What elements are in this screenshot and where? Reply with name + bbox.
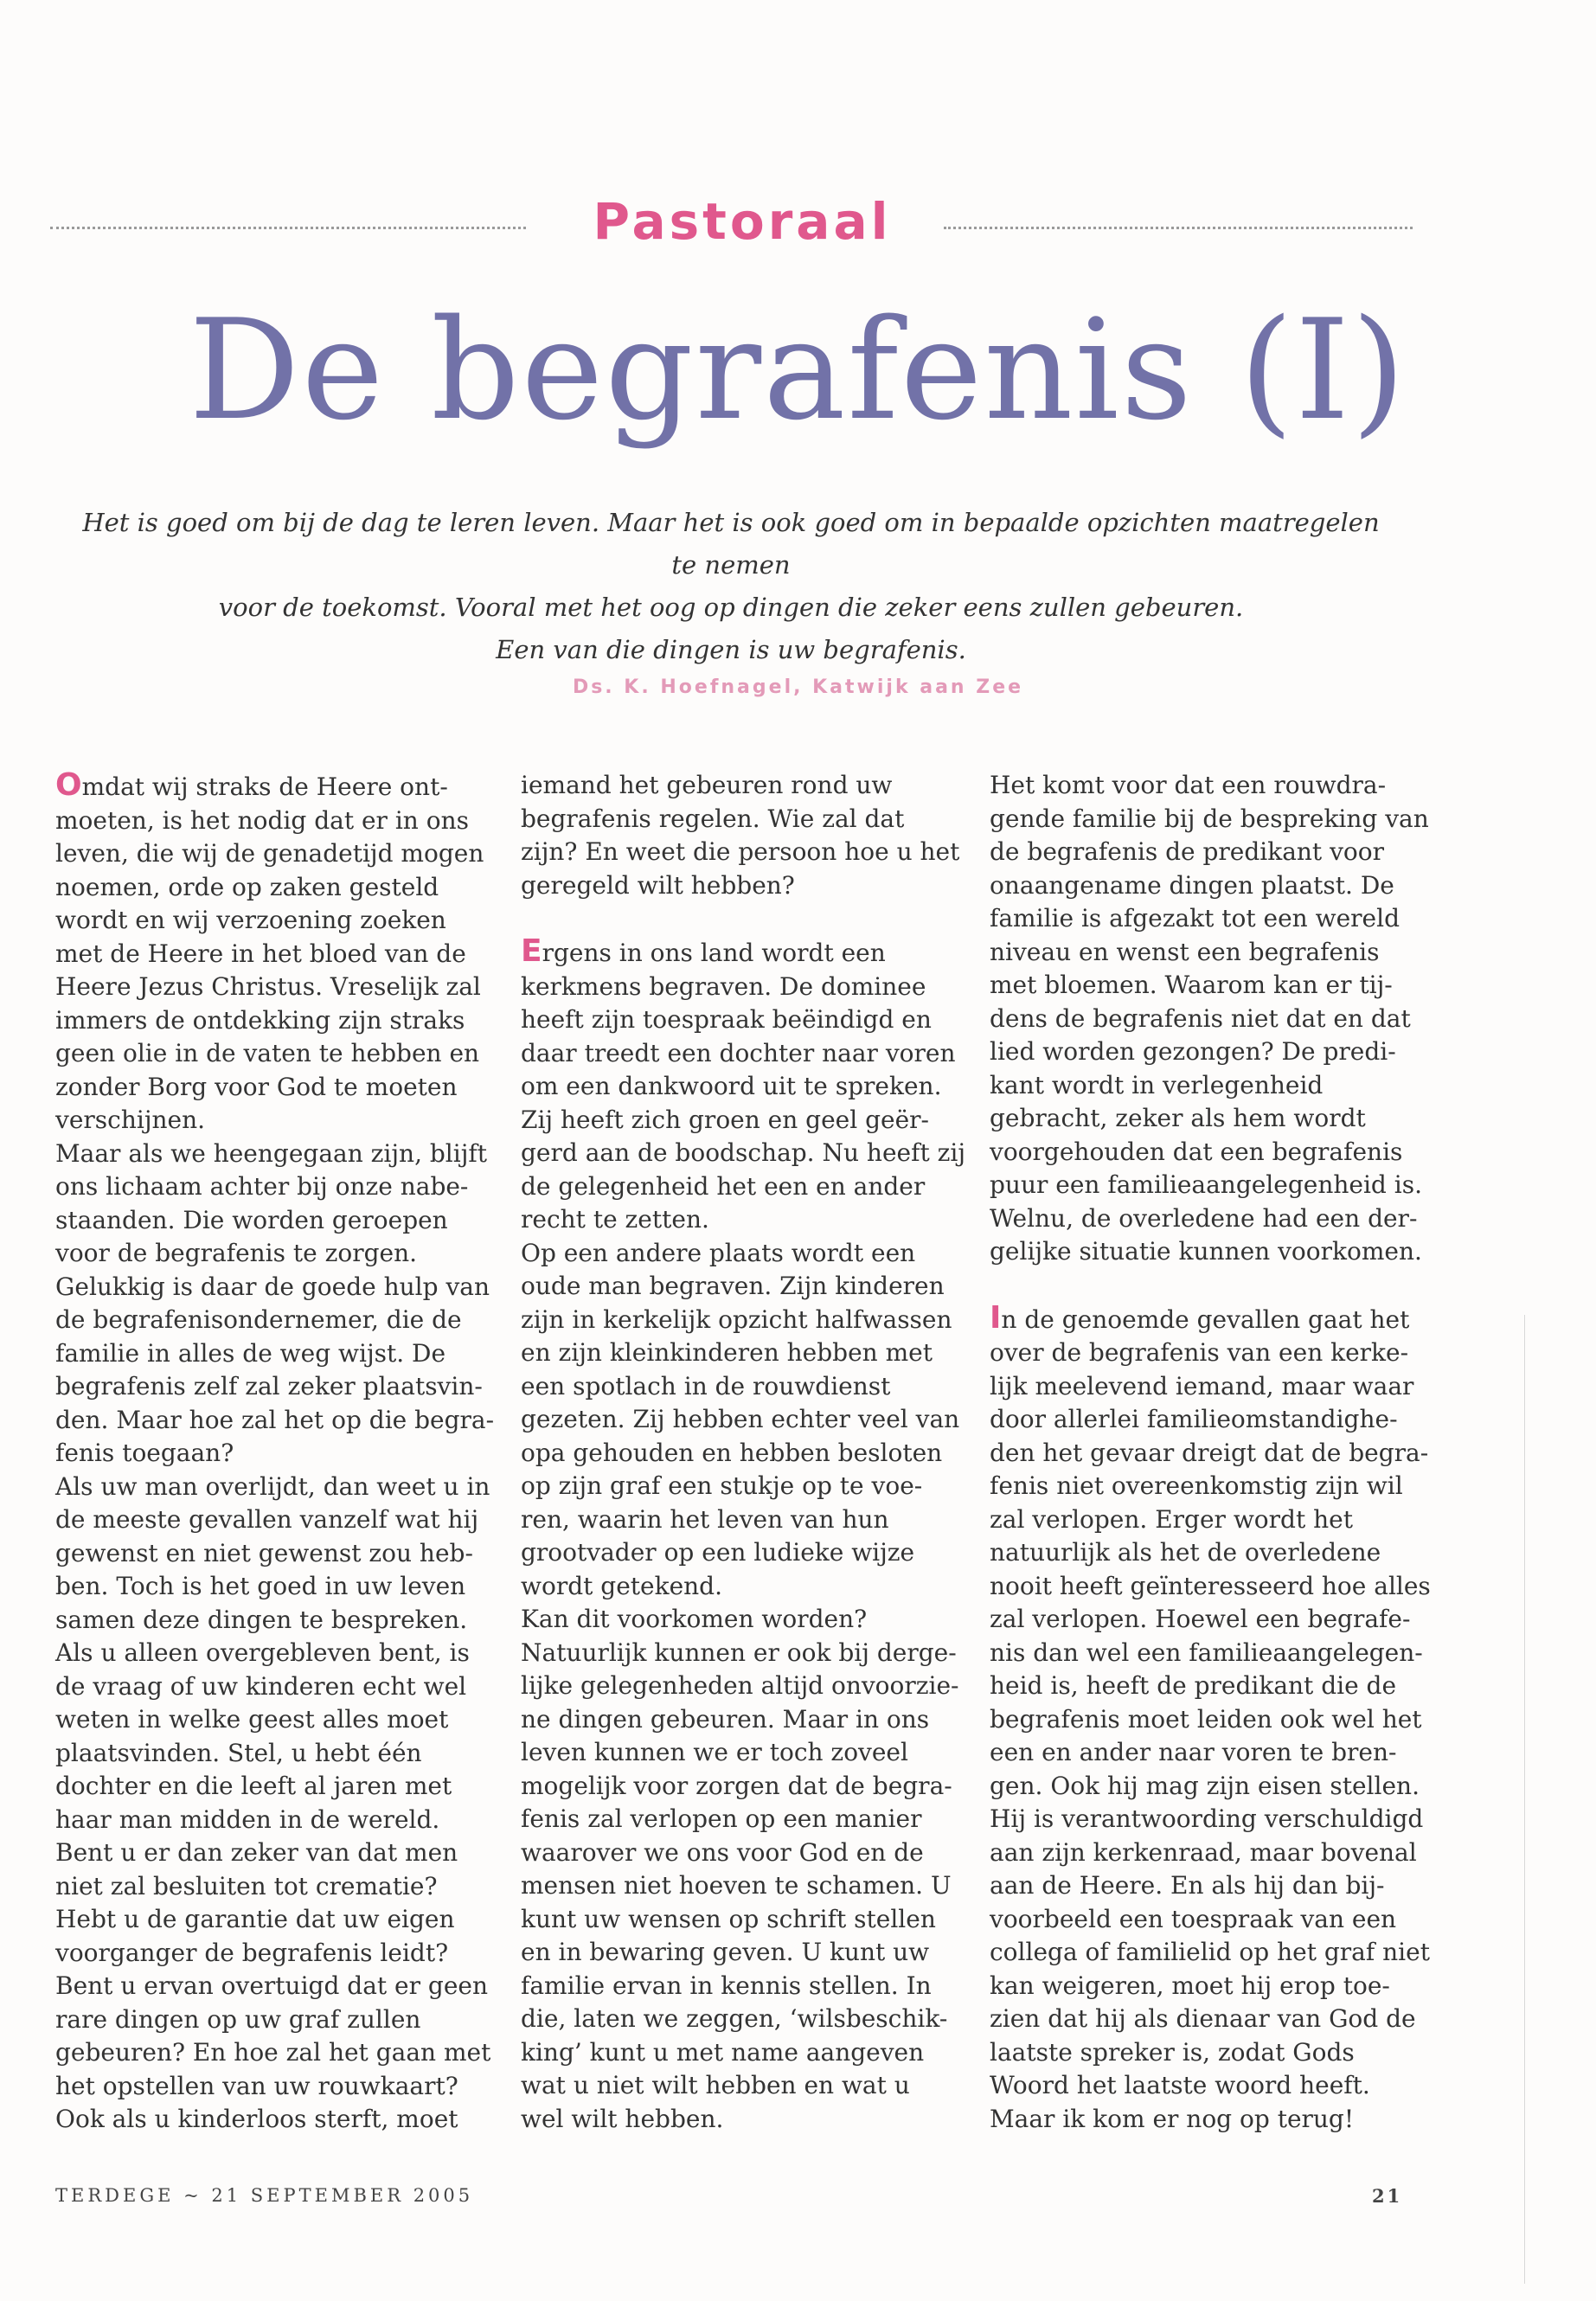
text-line: plaatsvinden. Stel, u hebt één xyxy=(55,1738,422,1767)
text-line: ne dingen gebeuren. Maar in ons xyxy=(521,1704,930,1734)
paragraph xyxy=(55,769,505,2137)
text-line: Hij is verantwoording verschuldigd xyxy=(990,1804,1424,1833)
text-line: gende familie bij de bespreking van xyxy=(990,804,1429,833)
text-line: geen olie in de vaten te hebben en xyxy=(55,1039,480,1067)
text-line: rgens in ons land wordt een xyxy=(542,939,886,967)
text-line: de begrafenisondernemer, die de xyxy=(55,1305,462,1334)
text-line: gerd aan de boodschap. Nu heeft zij xyxy=(521,1138,965,1167)
body-column-2 xyxy=(521,769,971,2136)
text-line: zijn in kerkelijk opzicht halfwassen xyxy=(521,1304,952,1334)
text-line: die, laten we zeggen, ‘wilsbeschik- xyxy=(521,2004,948,2033)
text-line: een spotlach in de rouwdienst xyxy=(521,1371,891,1400)
text-line: Bent u ervan overtuigd dat er geen xyxy=(55,1971,489,2000)
text-line: geregeld wilt hebben? xyxy=(521,870,795,900)
text-line: dochter en die leeft al jaren met xyxy=(55,1772,452,1800)
paragraph xyxy=(990,1299,1439,2137)
text-line: gebracht, zeker als hem wordt xyxy=(990,1104,1366,1132)
text-line: niet zal besluiten tot crematie? xyxy=(55,1871,438,1900)
text-line: Op een andere plaats wordt een xyxy=(521,1238,916,1267)
text-line: nooit heeft geïnteresseerd hoe alles xyxy=(990,1571,1431,1600)
text-line: Natuurlijk kunnen er ook bij derge- xyxy=(521,1638,957,1667)
text-line: en zijn kleinkinderen hebben met xyxy=(521,1338,933,1367)
text-line: Hebt u de garantie dat uw eigen xyxy=(55,1905,455,1933)
text-line: opa gehouden en hebben besloten xyxy=(521,1438,943,1467)
text-line: heeft zijn toespraak beëindigd en xyxy=(521,1005,932,1034)
paragraph xyxy=(521,935,971,2136)
text-line: kan weigeren, moet hij erop toe- xyxy=(990,1971,1390,2000)
text-line: n de genoemde gevallen gaat het xyxy=(1001,1304,1410,1334)
page-number: 21 xyxy=(1372,2185,1403,2207)
text-line: king’ kunt u met name aangeven xyxy=(521,2037,925,2067)
text-line: kerkmens begraven. De dominee xyxy=(521,971,926,1001)
text-line: ben. Toch is het goed in uw leven xyxy=(55,1572,466,1600)
intro-line: Het is goed om bij de dag te leren leven. Maar het is ook goed om in bepaalde opzichten maatregelen te nemen xyxy=(82,508,1380,580)
text-line: weten in welke geest alles moet xyxy=(55,1705,449,1734)
text-line: haar man midden in de wereld. xyxy=(55,1804,440,1834)
text-line: collega of familielid op het graf niet xyxy=(990,1938,1430,1966)
text-line: immers de ontdekking zijn straks xyxy=(55,1005,465,1035)
text-line: Maar ik kom er nog op terug! xyxy=(990,2104,1355,2133)
text-line: zijn? En weet die persoon hoe u het xyxy=(521,837,960,866)
text-line: waarover we ons voor God en de xyxy=(521,1837,924,1867)
text-line: Heere Jezus Christus. Vreselijk zal xyxy=(55,972,481,1001)
text-line: wordt en wij verzoening zoeken xyxy=(55,906,446,934)
text-line: gebeuren? En hoe zal het gaan met xyxy=(55,2038,491,2067)
text-line: recht te zetten. xyxy=(521,1205,709,1234)
article-title: De begrafenis (I) xyxy=(189,289,1407,451)
text-line: de gelegenheid het een en ander xyxy=(521,1171,926,1201)
text-line: fenis toegaan? xyxy=(55,1439,234,1467)
text-line: zien dat hij als dienaar van God de xyxy=(990,2004,1416,2033)
text-line: mensen niet hoeven te schamen. U xyxy=(521,1871,952,1900)
text-line: moeten, is het nodig dat er in ons xyxy=(55,805,469,835)
text-line: fenis niet overeenkomstig zijn wil xyxy=(990,1471,1403,1500)
text-line: puur een familieaangelegenheid is. xyxy=(990,1170,1422,1199)
text-line: begrafenis moet leiden ook wel het xyxy=(990,1704,1422,1734)
text-line: leven, die wij de genadetijd mogen xyxy=(55,839,484,868)
text-line: gen. Ook hij mag zijn eisen stellen. xyxy=(990,1771,1420,1800)
text-line: zal verlopen. Hoewel een begrafe- xyxy=(990,1605,1411,1633)
text-line: Het komt voor dat een rouwdra- xyxy=(990,771,1387,799)
text-line: Maar als we heengegaan zijn, blijft xyxy=(55,1138,487,1168)
text-line: aan de Heere. En als hij dan bij- xyxy=(990,1871,1385,1900)
text-line: de vraag of uw kinderen echt wel xyxy=(55,1671,467,1701)
text-line: het opstellen van uw rouwkaart? xyxy=(55,2071,458,2100)
text-line: de meeste gevallen vanzelf wat hij xyxy=(55,1505,479,1534)
dotted-rule-right xyxy=(944,227,1413,229)
text-line: ren, waarin het leven van hun xyxy=(521,1504,889,1534)
text-line: wordt getekend. xyxy=(521,1571,722,1600)
text-line: met de Heere in het bloed van de xyxy=(55,939,466,968)
text-line: grootvader op een ludieke wijze xyxy=(521,1538,915,1567)
text-line: iemand het gebeuren rond uw xyxy=(521,771,893,799)
text-line: Als uw man overlijdt, dan weet u in xyxy=(55,1471,490,1501)
text-line: de begrafenis de predikant voor xyxy=(990,837,1384,866)
text-line: familie is afgezakt tot een wereld xyxy=(990,904,1400,933)
text-line: door allerlei familieomstandighe- xyxy=(990,1405,1398,1433)
text-line: over de begrafenis van een kerke- xyxy=(990,1338,1409,1367)
drop-cap: E xyxy=(521,933,542,969)
text-line: lied worden gezongen? De predi- xyxy=(990,1037,1396,1066)
text-line: gewenst en niet gewenst zou heb- xyxy=(55,1538,473,1567)
text-line: verschijnen. xyxy=(55,1106,206,1134)
paragraph xyxy=(990,769,1439,1269)
text-line: den het gevaar dreigt dat de begra- xyxy=(990,1438,1429,1467)
text-line: voorbeeld een toespraak van een xyxy=(990,1904,1397,1933)
text-line: begrafenis zelf zal zeker plaatsvin- xyxy=(55,1372,483,1400)
text-line: laatste spreker is, zodat Gods xyxy=(990,2037,1355,2067)
body-column-3 xyxy=(990,769,1439,2136)
text-line: wel wilt hebben. xyxy=(521,2104,724,2133)
section-title: Pastoraal xyxy=(593,192,892,251)
text-line: samen deze dingen te bespreken. xyxy=(55,1605,468,1634)
text-line: Ook als u kinderloos sterft, moet xyxy=(55,2105,458,2133)
text-line: een en ander naar voren te bren- xyxy=(990,1738,1397,1766)
text-line: kunt uw wensen op schrift stellen xyxy=(521,1904,936,1933)
text-line: gezeten. Zij hebben echter veel van xyxy=(521,1405,960,1433)
text-line: op zijn graf een stukje op te voe- xyxy=(521,1471,923,1500)
text-line: Als u alleen overgebleven bent, is xyxy=(55,1638,470,1667)
text-line: leven kunnen we er toch zoveel xyxy=(521,1738,908,1766)
drop-cap: I xyxy=(990,1299,1002,1336)
text-line: oude man begraven. Zijn kinderen xyxy=(521,1272,945,1300)
text-line: Woord het laatste woord heeft. xyxy=(990,2071,1370,2099)
text-line: familie in alles de weg wijst. De xyxy=(55,1338,446,1368)
text-line: gelijke situatie kunnen voorkomen. xyxy=(990,1237,1422,1266)
text-line: en in bewaring geven. U kunt uw xyxy=(521,1938,930,1966)
page-edge xyxy=(1524,1315,1525,2284)
text-line: voor de begrafenis te zorgen. xyxy=(55,1239,418,1267)
text-line: zonder Borg voor God te moeten xyxy=(55,1072,458,1101)
text-line: mdat wij straks de Heere ont- xyxy=(81,772,448,801)
text-line: rare dingen op uw graf zullen xyxy=(55,2004,421,2034)
text-line: mogelijk voor zorgen dat de begra- xyxy=(521,1771,952,1800)
text-line: aan zijn kerkenraad, maar bovenal xyxy=(990,1837,1417,1867)
text-line: voorgehouden dat een begrafenis xyxy=(990,1137,1403,1166)
text-line: om een dankwoord uit te spreken. xyxy=(521,1072,942,1100)
paragraph xyxy=(521,769,971,902)
body-column-1 xyxy=(55,769,505,2137)
text-line: wat u niet wilt hebben en wat u xyxy=(521,2071,910,2099)
text-line: niveau en wenst een begrafenis xyxy=(990,937,1380,966)
text-line: natuurlijk als het de overledene xyxy=(990,1538,1381,1567)
text-line: den. Maar hoe zal het op die begra- xyxy=(55,1405,495,1434)
text-line: fenis zal verlopen op een manier xyxy=(521,1804,922,1833)
text-line: begrafenis regelen. Wie zal dat xyxy=(521,804,905,833)
text-line: kant wordt in verlegenheid xyxy=(990,1070,1324,1099)
intro-line: Een van die dingen is uw begrafenis. xyxy=(496,635,966,664)
text-line: Kan dit voorkomen worden? xyxy=(521,1605,868,1633)
section-header xyxy=(50,192,1413,261)
intro-line: voor de toekomst. Vooral met het oog op dingen die zeker eens zullen gebeuren. xyxy=(218,593,1244,622)
text-line: voorganger de begrafenis leidt? xyxy=(55,1938,449,1967)
text-line: familie ervan in kennis stellen. In xyxy=(521,1971,932,2000)
text-line: zal verlopen. Erger wordt het xyxy=(990,1504,1353,1534)
author-byline: Ds. K. Hoefnagel, Katwijk aan Zee xyxy=(572,676,1024,698)
text-line: onaangename dingen plaatst. De xyxy=(990,870,1394,900)
text-line: daar treedt een dochter naar voren xyxy=(521,1038,956,1067)
text-line: ons lichaam achter bij onze nabe- xyxy=(55,1172,469,1201)
text-line: Zij heeft zich groen en geel geër- xyxy=(521,1105,930,1134)
text-line: nis dan wel een familieaangelegen- xyxy=(990,1638,1423,1667)
text-line: dens de begrafenis niet dat en dat xyxy=(990,1003,1411,1033)
intro-paragraph xyxy=(69,502,1393,671)
text-line: lijke gelegenheden altijd onvoorzie- xyxy=(521,1671,959,1700)
drop-cap: O xyxy=(55,767,82,803)
text-line: staanden. Die worden geroepen xyxy=(55,1205,448,1234)
text-line: noemen, orde op zaken gesteld xyxy=(55,872,439,901)
text-line: Welnu, de overledene had een der- xyxy=(990,1203,1418,1233)
text-line: Gelukkig is daar de goede hulp van xyxy=(55,1272,490,1301)
dotted-rule-left xyxy=(50,227,526,229)
text-line: lijk meelevend iemand, maar waar xyxy=(990,1371,1414,1400)
text-line: met bloemen. Waarom kan er tij- xyxy=(990,971,1393,999)
text-line: heid is, heeft de predikant die de xyxy=(990,1671,1397,1700)
text-line: Bent u er dan zeker van dat men xyxy=(55,1838,458,1867)
publication-footer: TERDEGE ~ 21 SEPTEMBER 2005 xyxy=(55,2185,474,2206)
